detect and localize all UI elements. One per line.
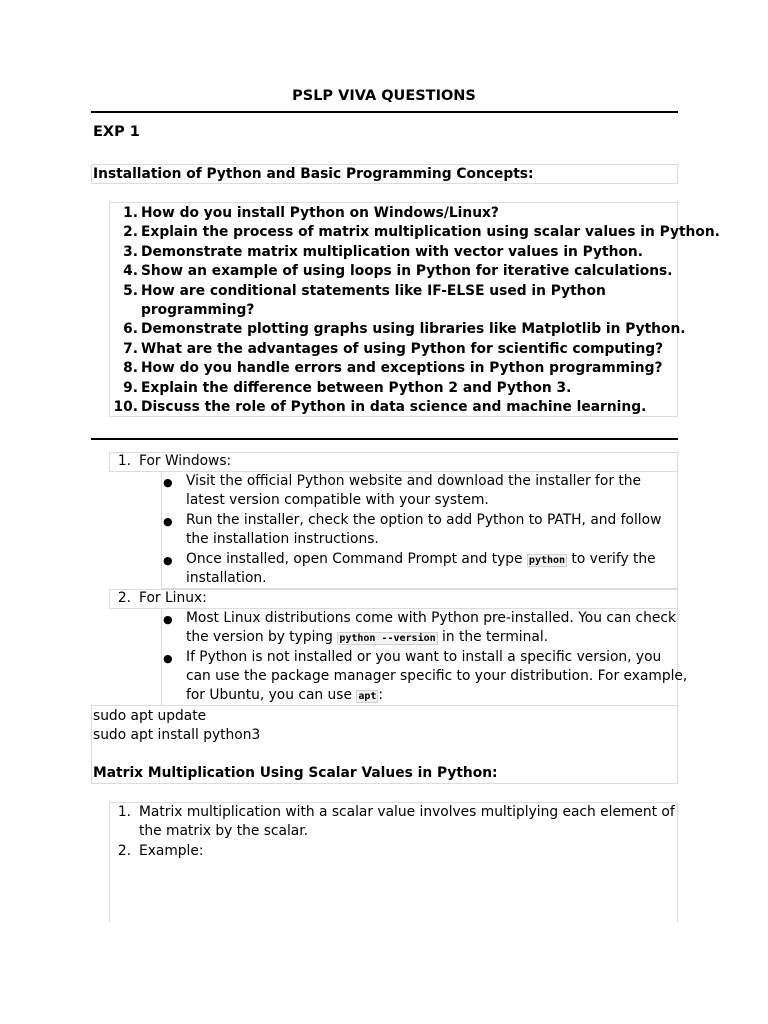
question-number: 10. <box>113 399 138 415</box>
section-heading-installation: Installation of Python and Basic Programming Concepts: <box>93 166 534 182</box>
question-number: 7. <box>123 340 138 357</box>
linux-bullet-2-line-1: If Python is not installed or you want to install a specific version, you <box>186 649 662 665</box>
linux-bullet-1-line-1: Most Linux distributions come with Python pre-installed. You can check <box>186 610 676 626</box>
windows-bullet-3-line-1 <box>186 551 656 567</box>
question-text: Show an example of using loops in Python for iterative calculations. <box>141 263 673 280</box>
question-number: 8. <box>123 360 138 377</box>
matrix-box <box>109 802 678 922</box>
text-run: to verify the <box>567 551 656 567</box>
page-title: PSLP VIVA QUESTIONS <box>292 88 476 104</box>
list-number: 1. <box>117 453 131 469</box>
question-number: 9. <box>123 379 138 396</box>
text-run: : <box>378 687 384 703</box>
bullet-icon: ● <box>163 476 173 489</box>
question-text: What are the advantages of using Python for scientific computing? <box>141 340 664 357</box>
question-text: Demonstrate plotting graphs using libraries like Matplotlib in Python. <box>141 321 686 338</box>
title-divider <box>91 111 678 113</box>
windows-bullet-1-line-1: Visit the official Python website and download the installer for the <box>186 473 642 489</box>
question-number: 1. <box>123 205 138 221</box>
inline-code: python --version <box>339 633 436 644</box>
bullet-icon: ● <box>163 515 173 528</box>
windows-bullet-1-line-2: latest version compatible with your system. <box>186 492 489 508</box>
bullet-icon: ● <box>163 554 173 567</box>
text-run: for Ubuntu, you can use <box>186 687 357 703</box>
linux-bullet-2-line-3 <box>186 687 383 703</box>
question-text: Demonstrate matrix multiplication with vector values in Python. <box>141 243 643 260</box>
list-number: 1. <box>117 804 131 820</box>
question-number: 4. <box>123 263 138 280</box>
command-line-2: sudo apt install python3 <box>93 727 261 743</box>
question-text: How are conditional statements like IF-ELSE used in Python <box>141 282 606 299</box>
section-heading-matrix: Matrix Multiplication Using Scalar Values in Python: <box>93 765 498 781</box>
inline-code: python <box>528 555 566 566</box>
matrix-item-2-line-1: Example: <box>139 843 204 859</box>
question-text: How do you handle errors and exceptions in Python programming? <box>141 360 663 377</box>
linux-bullet-2-line-2: can use the package manager specific to your distribution. For example, <box>186 668 688 684</box>
text-run: Once installed, open Command Prompt and type <box>186 551 527 567</box>
question-text: Explain the difference between Python 2 and Python 3. <box>141 379 572 396</box>
text-run: in the terminal. <box>437 629 549 645</box>
bullet-icon: ● <box>163 652 173 665</box>
question-number: 5. <box>123 282 138 299</box>
question-number: 6. <box>123 321 138 338</box>
question-text: Explain the process of matrix multiplication using scalar values in Python. <box>141 224 720 241</box>
matrix-item-1-line-2: the matrix by the scalar. <box>139 823 309 839</box>
question-number: 2. <box>123 224 138 241</box>
experiment-label: EXP 1 <box>93 124 140 140</box>
question-number: 3. <box>123 243 138 260</box>
question-text: Discuss the role of Python in data science and machine learning. <box>141 399 647 415</box>
windows-bullet-2-line-2: the installation instructions. <box>186 531 379 547</box>
text-run: the version by typing <box>186 629 338 645</box>
windows-bullet-3-line-2: installation. <box>186 570 267 586</box>
question-text: programming? <box>141 302 255 318</box>
bullet-icon: ● <box>163 613 173 626</box>
windows-label: For Windows: <box>139 453 232 469</box>
list-number: 2. <box>117 590 131 606</box>
section-divider <box>91 438 678 440</box>
windows-bullet-2-line-1: Run the installer, check the option to add Python to PATH, and follow <box>186 512 662 528</box>
matrix-item-1-line-1: Matrix multiplication with a scalar value involves multiplying each element of <box>139 804 675 820</box>
question-text: How do you install Python on Windows/Linux? <box>141 205 499 221</box>
linux-bullet-1-line-2 <box>186 629 548 645</box>
inline-code: apt <box>358 691 377 702</box>
command-line-1: sudo apt update <box>93 708 207 724</box>
list-number: 2. <box>117 843 131 859</box>
linux-label: For Linux: <box>139 590 207 606</box>
